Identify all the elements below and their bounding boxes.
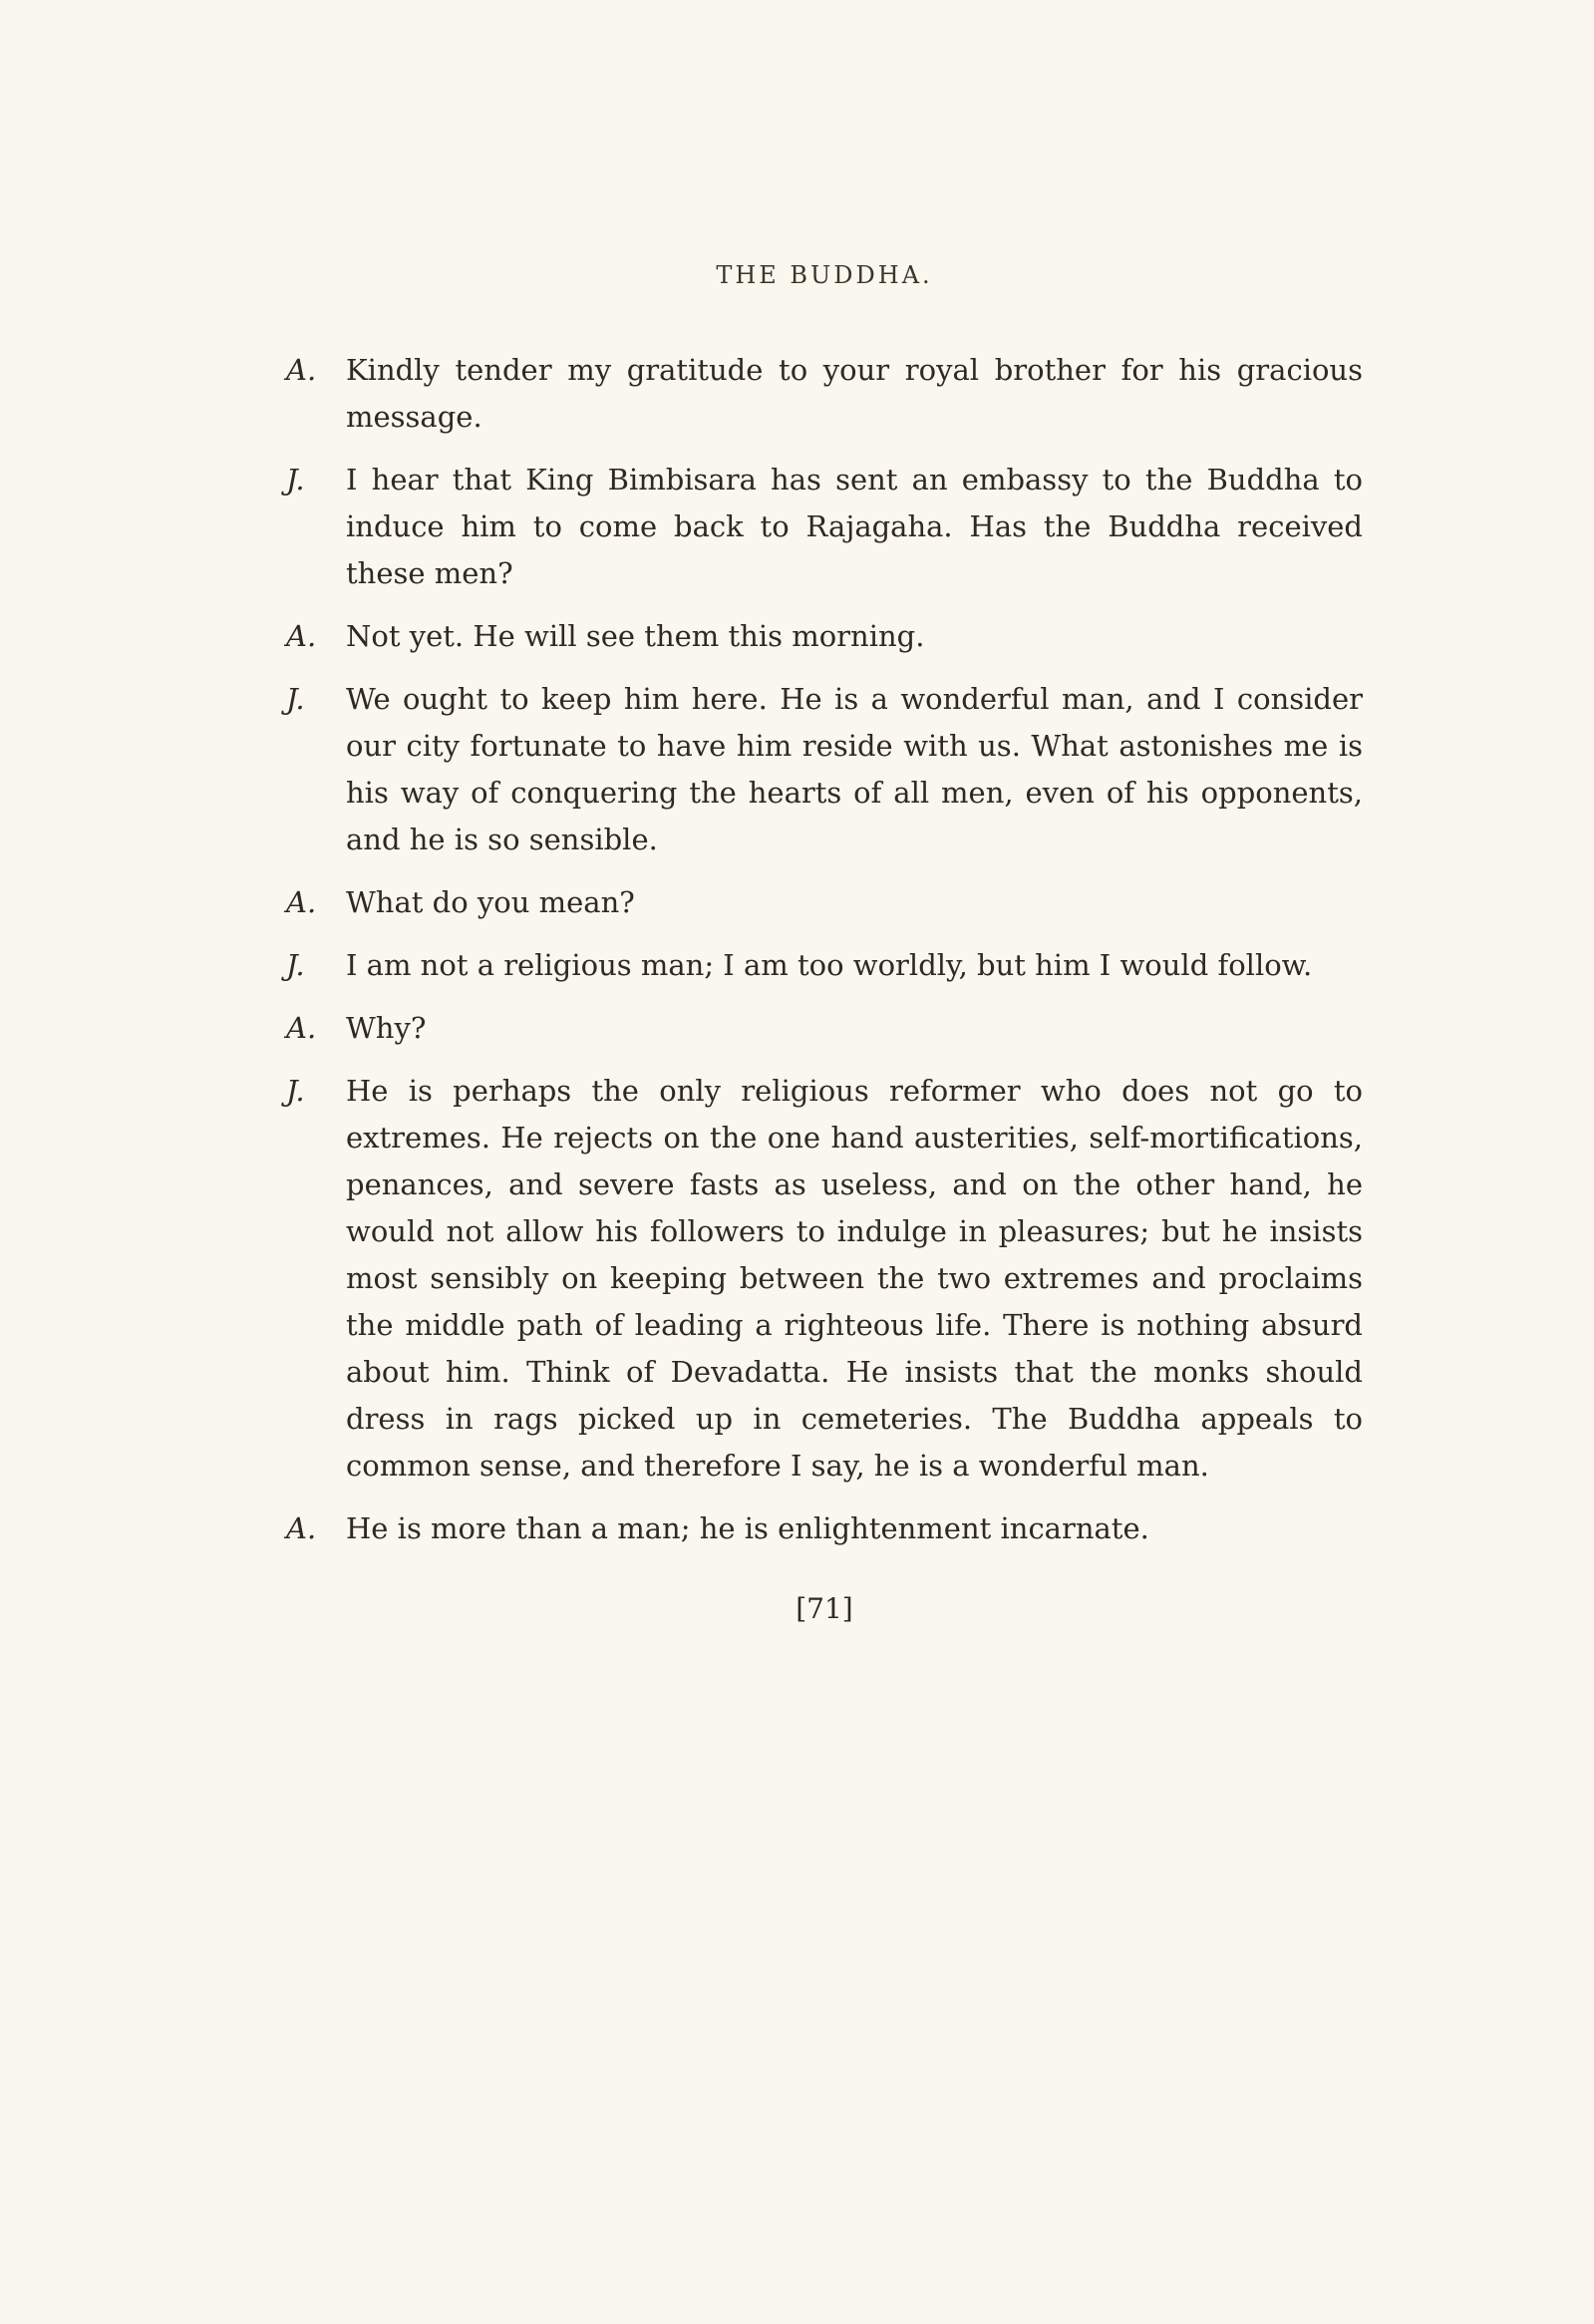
dialogue-text: Not yet. He will see them this morning. bbox=[346, 619, 925, 653]
speaker-label: A. bbox=[286, 353, 317, 387]
dialogue-list bbox=[286, 347, 1363, 1552]
speaker-label: A. bbox=[286, 619, 317, 653]
dialogue-text: He is perhaps the only religious reformer who does not go to extremes. He rejects on the one hand austerities, self-mortifications, penances, and severe fasts as useless, and on the other hand, he would not allow his followers to indulge in pleasures; but he insists most sensibly on keeping between the two extremes and proclaims the middle path of leading a righteous life. There is nothing absurd about him. Think of Devadatta. He insists that the monks should dress in rags picked up in cemeteries. The Buddha appeals to common sense, and therefore I say, he is a wonderful man. bbox=[346, 1074, 1363, 1483]
dialogue-entry bbox=[286, 613, 1363, 660]
dialogue-text: He is more than a man; he is enlightenment incarnate. bbox=[346, 1511, 1149, 1545]
dialogue-text: I hear that King Bimbisara has sent an embassy to the Buddha to induce him to come back to Rajagaha. Has the Buddha received these men? bbox=[346, 463, 1363, 590]
speaker-label: J. bbox=[286, 948, 305, 982]
speaker-label: A. bbox=[286, 885, 317, 919]
dialogue-entry bbox=[286, 1005, 1363, 1052]
page-number: [71] bbox=[796, 1592, 853, 1625]
speaker-label: A. bbox=[286, 1011, 317, 1045]
speaker-label: J. bbox=[286, 463, 305, 497]
speaker-label: J. bbox=[286, 1074, 305, 1108]
dialogue-text: I am not a religious man; I am too worldly, but him I would follow. bbox=[346, 948, 1313, 982]
dialogue-entry bbox=[286, 879, 1363, 926]
dialogue-entry bbox=[286, 676, 1363, 863]
dialogue-text: Why? bbox=[346, 1011, 427, 1045]
dialogue-entry bbox=[286, 457, 1363, 597]
dialogue-text: Kindly tender my gratitude to your royal brother for his gracious message. bbox=[346, 353, 1363, 434]
speaker-label: J. bbox=[286, 682, 305, 716]
dialogue-text: We ought to keep him here. He is a wonderful man, and I consider our city fortunate to have him reside with us. What astonishes me is his way of conquering the hearts of all men, even of his opponents, and he is so sensible. bbox=[346, 682, 1363, 856]
dialogue-entry bbox=[286, 1068, 1363, 1490]
dialogue-entry bbox=[286, 942, 1363, 989]
dialogue-entry bbox=[286, 1505, 1363, 1552]
running-header: THE BUDDHA. bbox=[716, 261, 933, 289]
speaker-label: A. bbox=[286, 1511, 317, 1545]
text-block bbox=[286, 261, 1363, 1625]
dialogue-text: What do you mean? bbox=[346, 885, 635, 919]
dialogue-entry bbox=[286, 347, 1363, 441]
